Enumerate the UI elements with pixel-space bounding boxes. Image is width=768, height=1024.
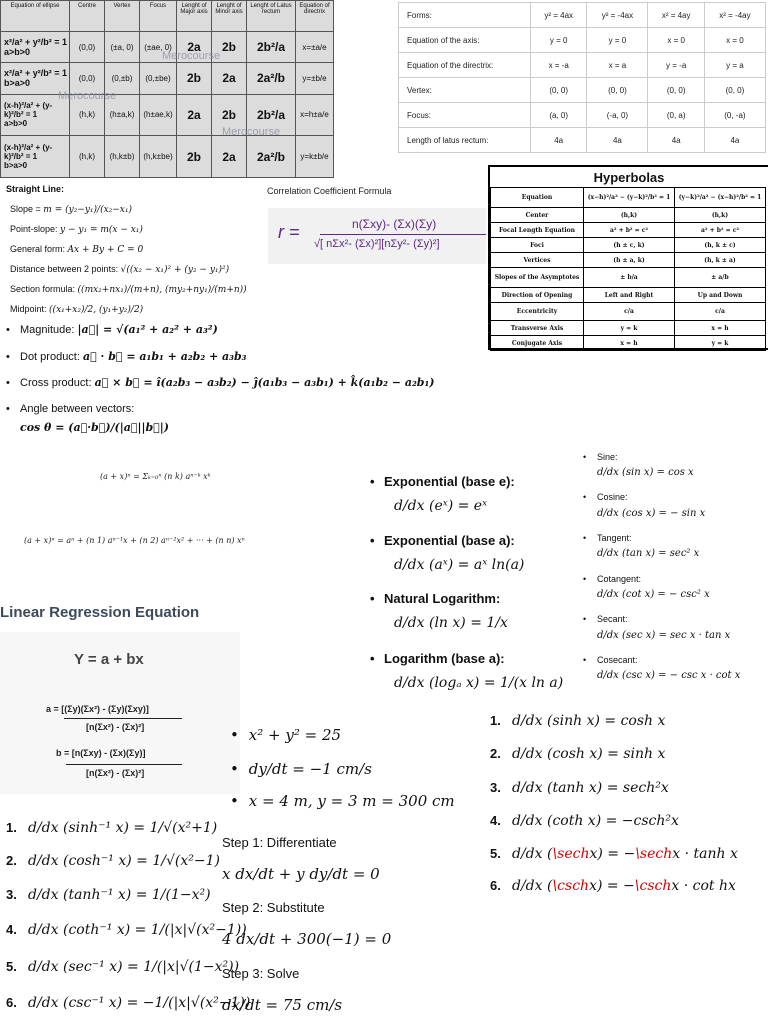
vector-formula: • Cross product: a⃗ × b⃗ = î(a₂b₃ − a₃b₂) − ĵ(a₁b₃ − a₃b₁) + k̂(a₁b₂ − a₂b₁) (6, 376, 435, 389)
parabola-cell: x = 0 (648, 28, 704, 53)
parabola-cell: x = -a (531, 53, 587, 78)
related-rates-given: • x = 4 m, y = 3 m = 300 cm (230, 792, 455, 810)
hyperbola-label: Direction of Opening (491, 288, 584, 303)
binomial-sum: (a + x)ⁿ = Σₖ₌₀ⁿ (n k) aⁿ⁻ᵏ xᵏ (100, 472, 211, 481)
parabola-cell: 4a (704, 128, 765, 153)
parabola-cell: (a, 0) (531, 103, 587, 128)
straight-line-item: Distance between 2 points: √((x₂ − x₁)² + (y₂ − y₁)²) (10, 264, 230, 275)
parabola-cell: Length of latus rectum: (399, 128, 531, 153)
parabola-table (398, 2, 766, 153)
regression-b-denominator: [n(Σx²) - (Σx)²] (86, 768, 145, 778)
hyperbola-label: Center (491, 208, 584, 223)
inverse-hyperbolic-derivative: 5. d/dx (sec⁻¹ x) = 1/(|x|√(1−x²)) (6, 959, 240, 975)
trig-formula: d/dx (tan x) = sec² x (597, 548, 700, 559)
hyperbola-row (491, 303, 766, 321)
vector-formula-expr: cos θ = (a⃗·b⃗)/(|a⃗||b⃗|) (20, 421, 169, 434)
hyperbola-row (491, 268, 766, 288)
ellipse-header-row (1, 1, 334, 32)
ellipse-latus-rectum: 2a²/b (247, 136, 296, 178)
ellipse-equation: (x-h)²/a² + (y-k)²/b² = 1 b>a>0 (1, 136, 70, 178)
red-macro: \csch (552, 878, 590, 894)
ellipse-table (0, 0, 334, 178)
watermark-logo: Merocourse (58, 90, 117, 102)
ellipse-major-axis: 2a (177, 94, 212, 136)
step-formula: x dx/dt + y dy/dt = 0 (222, 865, 380, 883)
derivative-formula: d/dx (eˣ) = eˣ (394, 498, 488, 514)
ellipse-equation: x²/a² + y²/b² = 1 a>b>0 (1, 32, 70, 63)
ellipse-directrix: y=k±b/e (296, 136, 334, 178)
hyperbolic-derivative: 4. d/dx (coth x) = −csch²x (490, 813, 679, 829)
parabola-row (399, 53, 766, 78)
regression-b-numerator: b = [n(Σxy) - (Σx)(Σy)] (56, 748, 146, 758)
parabola-row (399, 128, 766, 153)
hyperbola-cell: (y−k)²/a² − (x−h)²/b² = 1 (675, 188, 766, 208)
derivative-label: • Exponential (base e): (370, 474, 515, 489)
ellipse-minor-axis: 2a (212, 136, 247, 178)
ellipse-vertex: (h±a,k) (105, 94, 140, 136)
red-macro: \sech (552, 846, 590, 862)
hyperbola-label: Foci (491, 238, 584, 253)
ellipse-vertex: (h,k±b) (105, 136, 140, 178)
hyperbolic-derivative: 6. d/dx (\cschx) = −\cschx · cot hx (490, 878, 736, 894)
parabola-row (399, 28, 766, 53)
ellipse-header: Lenght of Latus rectum (247, 1, 296, 32)
inverse-hyperbolic-derivative: 4. d/dx (coth⁻¹ x) = 1/(|x|√(x²−1)) (6, 922, 247, 938)
trig-formula: d/dx (sin x) = cos x (597, 467, 694, 478)
ellipse-vertex: (±a, 0) (105, 32, 140, 63)
trig-formula: d/dx (cot x) = − csc² x (597, 589, 710, 600)
bullet-icon: • (230, 792, 239, 810)
ellipse-centre: (h,k) (70, 94, 105, 136)
derivative-label: • Exponential (base a): (370, 533, 515, 548)
hyperbola-label: Equation (491, 188, 584, 208)
trig-label: • Tangent: (583, 533, 632, 543)
correlation-title: Correlation Coefficient Formula (267, 186, 392, 196)
hyperbola-row (491, 288, 766, 303)
hyperbolas-table-panel (488, 165, 768, 350)
bullet-icon: • (370, 474, 375, 489)
ellipse-row (1, 63, 334, 94)
hyperbola-cell: y = k (675, 336, 766, 351)
ellipse-major-axis: 2b (177, 63, 212, 94)
bullet-icon: • (370, 533, 375, 548)
ellipse-row (1, 94, 334, 136)
binomial-expanded: (a + x)ⁿ = aⁿ + (n 1) aⁿ⁻¹x + (n 2) aⁿ⁻²x² + ··· + (n n) xⁿ (24, 536, 245, 545)
parabola-header-row (399, 3, 766, 28)
step-formula: 4 dx/dt + 300(−1) = 0 (222, 930, 392, 948)
regression-a-denominator: [n(Σx²) - (Σx)²] (86, 722, 145, 732)
ellipse-latus-rectum: 2a²/b (247, 63, 296, 94)
bullet-icon: • (583, 614, 587, 624)
derivative-label: • Logarithm (base a): (370, 651, 505, 666)
ellipse-minor-axis: 2b (212, 32, 247, 63)
hyperbola-cell: c/a (584, 303, 675, 321)
parabola-header: y² = 4ax (531, 3, 587, 28)
trig-label: • Secant: (583, 614, 628, 624)
parabola-cell: Equation of the directrix: (399, 53, 531, 78)
hyperbola-cell: (h,k) (675, 208, 766, 223)
ellipse-focus: (0,±be) (140, 63, 177, 94)
watermark-logo: Merocourse (162, 50, 221, 62)
bullet-icon: • (230, 760, 239, 778)
ellipse-header: Equation of directrix (296, 1, 334, 32)
trig-label: • Cotangent: (583, 574, 642, 584)
regression-equation: Y = a + bx (74, 651, 144, 668)
parabola-header: x² = -4ay (704, 3, 765, 28)
hyperbola-row (491, 253, 766, 268)
hyperbola-row (491, 336, 766, 351)
hyperbola-cell: a² + b² = c² (584, 223, 675, 238)
ellipse-directrix: x=±a/e (296, 32, 334, 63)
fraction-bar (320, 234, 486, 235)
ellipse-directrix: y=±b/e (296, 63, 334, 94)
parabola-cell: x = 0 (704, 28, 765, 53)
straight-line-item: Section formula: ((mx₂+nx₁)/(m+n), (my₂+ny₁)/(m+n)) (10, 284, 247, 295)
bullet-icon: • (583, 574, 587, 584)
bullet-icon: • (6, 324, 10, 336)
parabola-cell: (0, 0) (587, 78, 648, 103)
ellipse-focus: (h±ae,k) (140, 94, 177, 136)
parabola-cell: x = a (587, 53, 648, 78)
ellipse-equation: x²/a² + y²/b² = 1 b>a>0 (1, 63, 70, 94)
bullet-icon: • (583, 533, 587, 543)
ellipse-focus: (±ae, 0) (140, 32, 177, 63)
parabola-cell: (0, a) (648, 103, 704, 128)
hyperbola-cell: ± b/a (584, 268, 675, 288)
ellipse-centre: (h,k) (70, 136, 105, 178)
ellipse-minor-axis: 2a (212, 63, 247, 94)
parabola-cell: y = 0 (587, 28, 648, 53)
hyperbola-cell: c/a (675, 303, 766, 321)
red-macro: \sech (635, 846, 673, 862)
derivative-label: • Natural Logarithm: (370, 591, 501, 606)
ellipse-latus-rectum: 2b²/a (247, 32, 296, 63)
ellipse-equation: (x-h)²/a² + (y-k)²/b² = 1 a>b>0 (1, 94, 70, 136)
hyperbola-cell: (h,k) (584, 208, 675, 223)
step-label: Step 1: Differentiate (222, 835, 337, 850)
parabola-header: y² = -4ax (587, 3, 648, 28)
trig-label: • Cosecant: (583, 655, 638, 665)
hyperbolas-table (490, 187, 766, 351)
ellipse-latus-rectum: 2b²/a (247, 94, 296, 136)
vector-formula: • Angle between vectors: (6, 403, 135, 415)
hyperbola-row (491, 238, 766, 253)
hyperbola-label: Transverse Axis (491, 321, 584, 336)
hyperbola-label: Eccentricity (491, 303, 584, 321)
parabola-header: x² = 4ay (648, 3, 704, 28)
fraction-bar (66, 764, 182, 765)
parabola-cell: Vertex: (399, 78, 531, 103)
ellipse-centre: (0,0) (70, 32, 105, 63)
hyperbolic-derivative: 3. d/dx (tanh x) = sech²x (490, 780, 669, 796)
ellipse-directrix: x=h±a/e (296, 94, 334, 136)
hyperbola-cell: Up and Down (675, 288, 766, 303)
ellipse-major-axis: 2b (177, 136, 212, 178)
vector-formula: • Magnitude: |a⃗| = √(a₁² + a₂² + a₃²) (6, 323, 218, 336)
bullet-icon: • (230, 726, 239, 744)
parabola-cell: (0, 0) (648, 78, 704, 103)
inverse-hyperbolic-derivative: 3. d/dx (tanh⁻¹ x) = 1/(1−x²) (6, 887, 211, 903)
inverse-hyperbolic-derivative: 6. d/dx (csc⁻¹ x) = −1/(|x|√(x²−1)) (6, 995, 251, 1011)
parabola-cell: 4a (587, 128, 648, 153)
parabola-cell: Equation of the axis: (399, 28, 531, 53)
ellipse-table-panel (0, 0, 334, 178)
straight-line-item: Midpoint: ((x₁+x₂)/2, (y₁+y₂)/2) (10, 304, 144, 315)
ellipse-header: Vertex (105, 1, 140, 32)
bullet-icon: • (370, 591, 375, 606)
trig-formula: d/dx (sec x) = sec x · tan x (597, 630, 731, 641)
hyperbola-cell: y = k (584, 321, 675, 336)
watermark-logo: Merocourse (222, 126, 281, 138)
parabola-row (399, 78, 766, 103)
parabola-cell: (0, 0) (704, 78, 765, 103)
parabola-header: Forms: (399, 3, 531, 28)
trig-formula: d/dx (csc x) = − csc x · cot x (597, 670, 741, 681)
ellipse-row (1, 136, 334, 178)
correlation-numerator: n(Σxy)- (Σx)(Σy) (352, 217, 437, 231)
trig-formula: d/dx (cos x) = − sin x (597, 508, 706, 519)
parabola-table-panel (398, 2, 766, 153)
straight-line-item: General form: Ax + By + C = 0 (10, 244, 144, 255)
hyperbola-cell: a² + b² = c² (675, 223, 766, 238)
parabola-cell: y = -a (648, 53, 704, 78)
hyperbola-cell: Left and Right (584, 288, 675, 303)
parabola-cell: (-a, 0) (587, 103, 648, 128)
hyperbola-cell: (h ± a, k) (584, 253, 675, 268)
parabola-cell: y = 0 (531, 28, 587, 53)
bullet-icon: • (583, 655, 587, 665)
hyperbola-label: Slopes of the Asymptotes (491, 268, 584, 288)
parabola-cell: 4a (531, 128, 587, 153)
correlation-lhs: r = (278, 222, 300, 242)
hyperbolas-title: Hyperbolas (593, 170, 665, 185)
ellipse-header: Focus (140, 1, 177, 32)
correlation-formula (268, 208, 486, 264)
derivative-formula: d/dx (logₐ x) = 1/(x ln a) (394, 675, 564, 691)
regression-a-numerator: a = [(Σy)(Σx²) - (Σy)(Σxy)] (46, 704, 149, 714)
hyperbola-label: Vertices (491, 253, 584, 268)
related-rates-given: • dy/dt = −1 cm/s (230, 760, 372, 778)
parabola-cell: y = a (704, 53, 765, 78)
hyperbola-row (491, 321, 766, 336)
fraction-bar (64, 718, 182, 719)
hyperbola-cell: (h ± c, k) (584, 238, 675, 253)
red-macro: \csch (634, 878, 672, 894)
inverse-hyperbolic-derivative: 1. d/dx (sinh⁻¹ x) = 1/√(x²+1) (6, 820, 218, 836)
hyperbola-cell: (x−h)²/a² − (y−k)²/b² = 1 (584, 188, 675, 208)
related-rates-given: • x² + y² = 25 (230, 726, 342, 744)
parabola-row (399, 103, 766, 128)
inverse-hyperbolic-derivative: 2. d/dx (cosh⁻¹ x) = 1/√(x²−1) (6, 853, 220, 869)
hyperbola-cell: x = h (675, 321, 766, 336)
hyperbola-cell: (h, k ± a) (675, 253, 766, 268)
hyperbolic-derivative: 1. d/dx (sinh x) = cosh x (490, 713, 666, 729)
hyperbola-row (491, 188, 766, 208)
hyperbola-cell: x = h (584, 336, 675, 351)
hyperbolic-derivative: 5. d/dx (\sechx) = −\sechx · tanh x (490, 846, 738, 862)
straight-line-item: Slope = m = (y₂−y₁)/(x₂−x₁) (10, 204, 133, 215)
ellipse-major-axis: 2a (177, 32, 212, 63)
step-formula: dx/dt = 75 cm/s (222, 996, 343, 1014)
ellipse-header: Equation of ellipse (1, 1, 70, 32)
hyperbola-label: Conjugate Axis (491, 336, 584, 351)
hyperbolic-derivative: 2. d/dx (cosh x) = sinh x (490, 746, 666, 762)
hyperbola-row (491, 208, 766, 223)
correlation-denominator: √[ nΣx²- (Σx)²][nΣy²- (Σy)²] (314, 238, 440, 250)
ellipse-vertex: (0,±b) (105, 63, 140, 94)
bullet-icon: • (583, 492, 587, 502)
bullet-icon: • (6, 351, 10, 363)
hyperbola-row (491, 223, 766, 238)
parabola-cell: (0, 0) (531, 78, 587, 103)
trig-label: • Sine: (583, 452, 618, 462)
hyperbola-label: Focal Length Equation (491, 223, 584, 238)
vector-formula: • Dot product: a⃗ · b⃗ = a₁b₁ + a₂b₂ + a₃b₃ (6, 350, 247, 363)
step-label: Step 2: Substitute (222, 900, 325, 915)
trig-label: • Cosine: (583, 492, 628, 502)
straight-line-title: Straight Line: (6, 184, 64, 194)
parabola-cell: (0, -a) (704, 103, 765, 128)
ellipse-header: Lenght of Minor axis (212, 1, 247, 32)
hyperbola-cell: ± a/b (675, 268, 766, 288)
ellipse-centre: (0,0) (70, 63, 105, 94)
derivative-formula: d/dx (aˣ) = aˣ ln(a) (394, 557, 525, 573)
parabola-cell: Focus: (399, 103, 531, 128)
bullet-icon: • (6, 377, 10, 389)
derivative-formula: d/dx (ln x) = 1/x (394, 615, 508, 631)
linear-regression-title: Linear Regression Equation (0, 604, 200, 621)
ellipse-minor-axis: 2b (212, 94, 247, 136)
ellipse-focus: (h,k±be) (140, 136, 177, 178)
bullet-icon: • (370, 651, 375, 666)
hyperbola-cell: (h, k ± c) (675, 238, 766, 253)
parabola-cell: 4a (648, 128, 704, 153)
ellipse-header: Centre (70, 1, 105, 32)
straight-line-item: Point-slope: y − y₁ = m(x − x₁) (10, 224, 143, 235)
ellipse-header: Lenght of Major axis (177, 1, 212, 32)
bullet-icon: • (583, 452, 587, 462)
bullet-icon: • (6, 403, 10, 415)
step-label: Step 3: Solve (222, 966, 300, 981)
